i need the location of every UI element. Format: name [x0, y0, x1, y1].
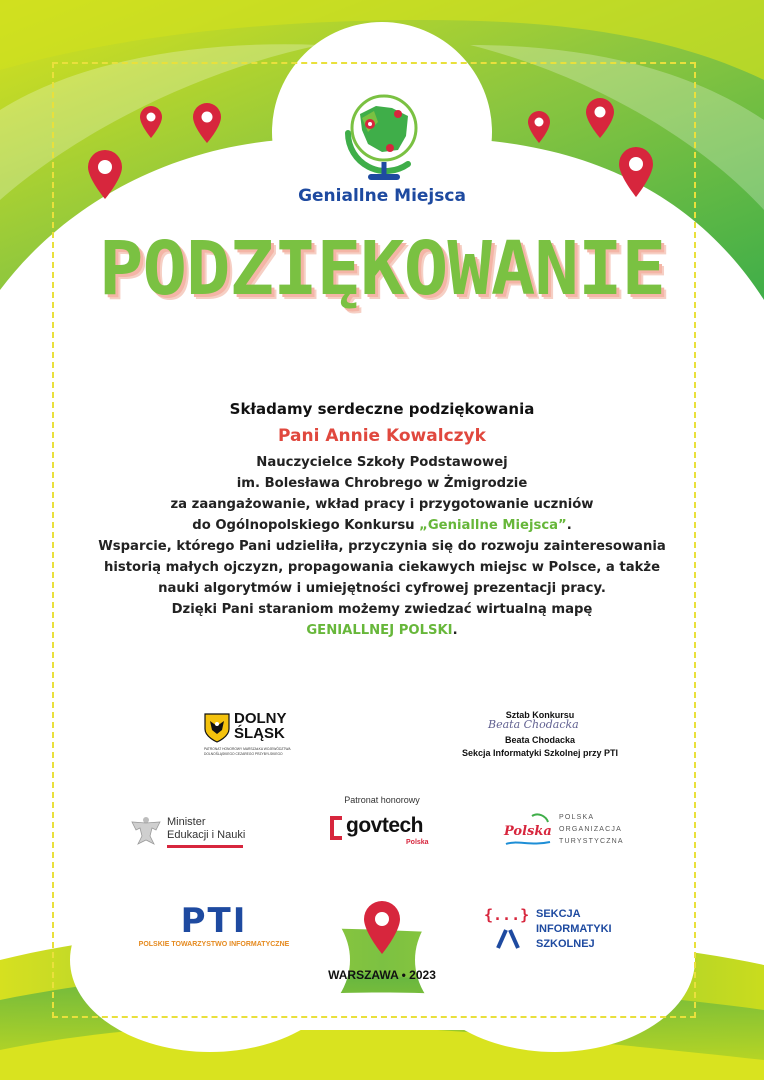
pti-full-name: POLSKIE TOWARZYSTWO INFORMATYCZNE [138, 941, 290, 948]
letter-line-text: do Ogólnopolskiego Konkursu [192, 518, 420, 533]
govtech-logo: govtech Polska [328, 814, 448, 850]
patronage-label: Patronat honorowy [344, 795, 420, 805]
page-title: PODZIĘKOWANIE [98, 226, 666, 312]
letter-line: Dzięki Pani staraniom możemy zwiedzać wirtualną mapę [171, 602, 593, 617]
logo-text: Geniallne Miejsca [298, 186, 466, 206]
contest-name: „Geniallne Miejsca” [419, 518, 567, 533]
letter-line: GENIALLNEJ POLSKI. [306, 623, 458, 638]
letter-line: historią małych ojczyzn, propagowania ciekawych miejsc w Polsce, a także [103, 560, 661, 575]
signature-org: Sekcja Informatyki Szkolnej przy PTI [461, 748, 619, 758]
map-pin-icon [528, 111, 550, 143]
map-pin-icon [619, 147, 653, 197]
map-pin-icon [586, 98, 614, 138]
map-pin-icon [140, 106, 162, 138]
geniallna-polska: GENIALLNEJ POLSKI [306, 623, 453, 638]
dolny-slask-logo: DOLNY ŚLĄSK PATRONAT HONOROWY MARSZAŁKA WOJEWÓDZTWA DOLNOŚLĄSKIEGO CEZAREGO PRZYBYLSKIEGO [204, 710, 291, 756]
letter-line: nauki algorytmów i umiejętności cyfrowej prezentacji pracy. [158, 581, 606, 596]
footer-place-date: WARSZAWA • 2023 [328, 968, 436, 982]
white-eagle-icon [130, 814, 162, 848]
letter-line: im. Bolesława Chrobrego w Żmigrodzie [236, 476, 528, 491]
letter-line: do Ogólnopolskiego Konkursu „Geniallne Miejsca”. [192, 518, 572, 533]
minister-logo: Minister Edukacji i Nauki [130, 812, 260, 852]
letter-intro: Składamy serdeczne podziękowania [229, 400, 535, 418]
eagle-crest-icon [204, 713, 230, 743]
map-pin-icon [364, 901, 400, 954]
signature-label: Sztab Konkursu [505, 710, 575, 720]
signature-name: Beata Chodacka [504, 735, 576, 745]
sis-logo: {...} SEKCJA INFORMATYKI SZKOLNEJ [484, 906, 612, 950]
handwritten-signature: Beata Chodacka [488, 718, 579, 731]
map-pin-icon [88, 150, 122, 199]
letter-line: Wsparcie, którego Pani udzieliła, przyczynia się do rozwoju zainteresowania [98, 539, 666, 554]
pti-acronym: PTI [164, 904, 264, 938]
sis-brackets-icon: {...} [484, 906, 530, 924]
pti-logo [134, 901, 294, 952]
govtech-bracket-icon [328, 816, 346, 840]
globe-logo-icon [328, 78, 438, 188]
letter-line: za zaangażowanie, wkład pracy i przygotowanie uczniów [170, 497, 594, 512]
signature-block [440, 710, 640, 762]
pot-logo: Polska POLSKA ORGANIZACJA TURYSTYCZNA [502, 812, 622, 852]
map-pin-icon [193, 103, 221, 143]
recipient-name: Pani Annie Kowalczyk [278, 426, 486, 446]
letter-line: Nauczycielce Szkoły Podstawowej [256, 455, 508, 470]
flag-stripe [167, 845, 243, 848]
sis-tripod-icon [494, 928, 522, 950]
